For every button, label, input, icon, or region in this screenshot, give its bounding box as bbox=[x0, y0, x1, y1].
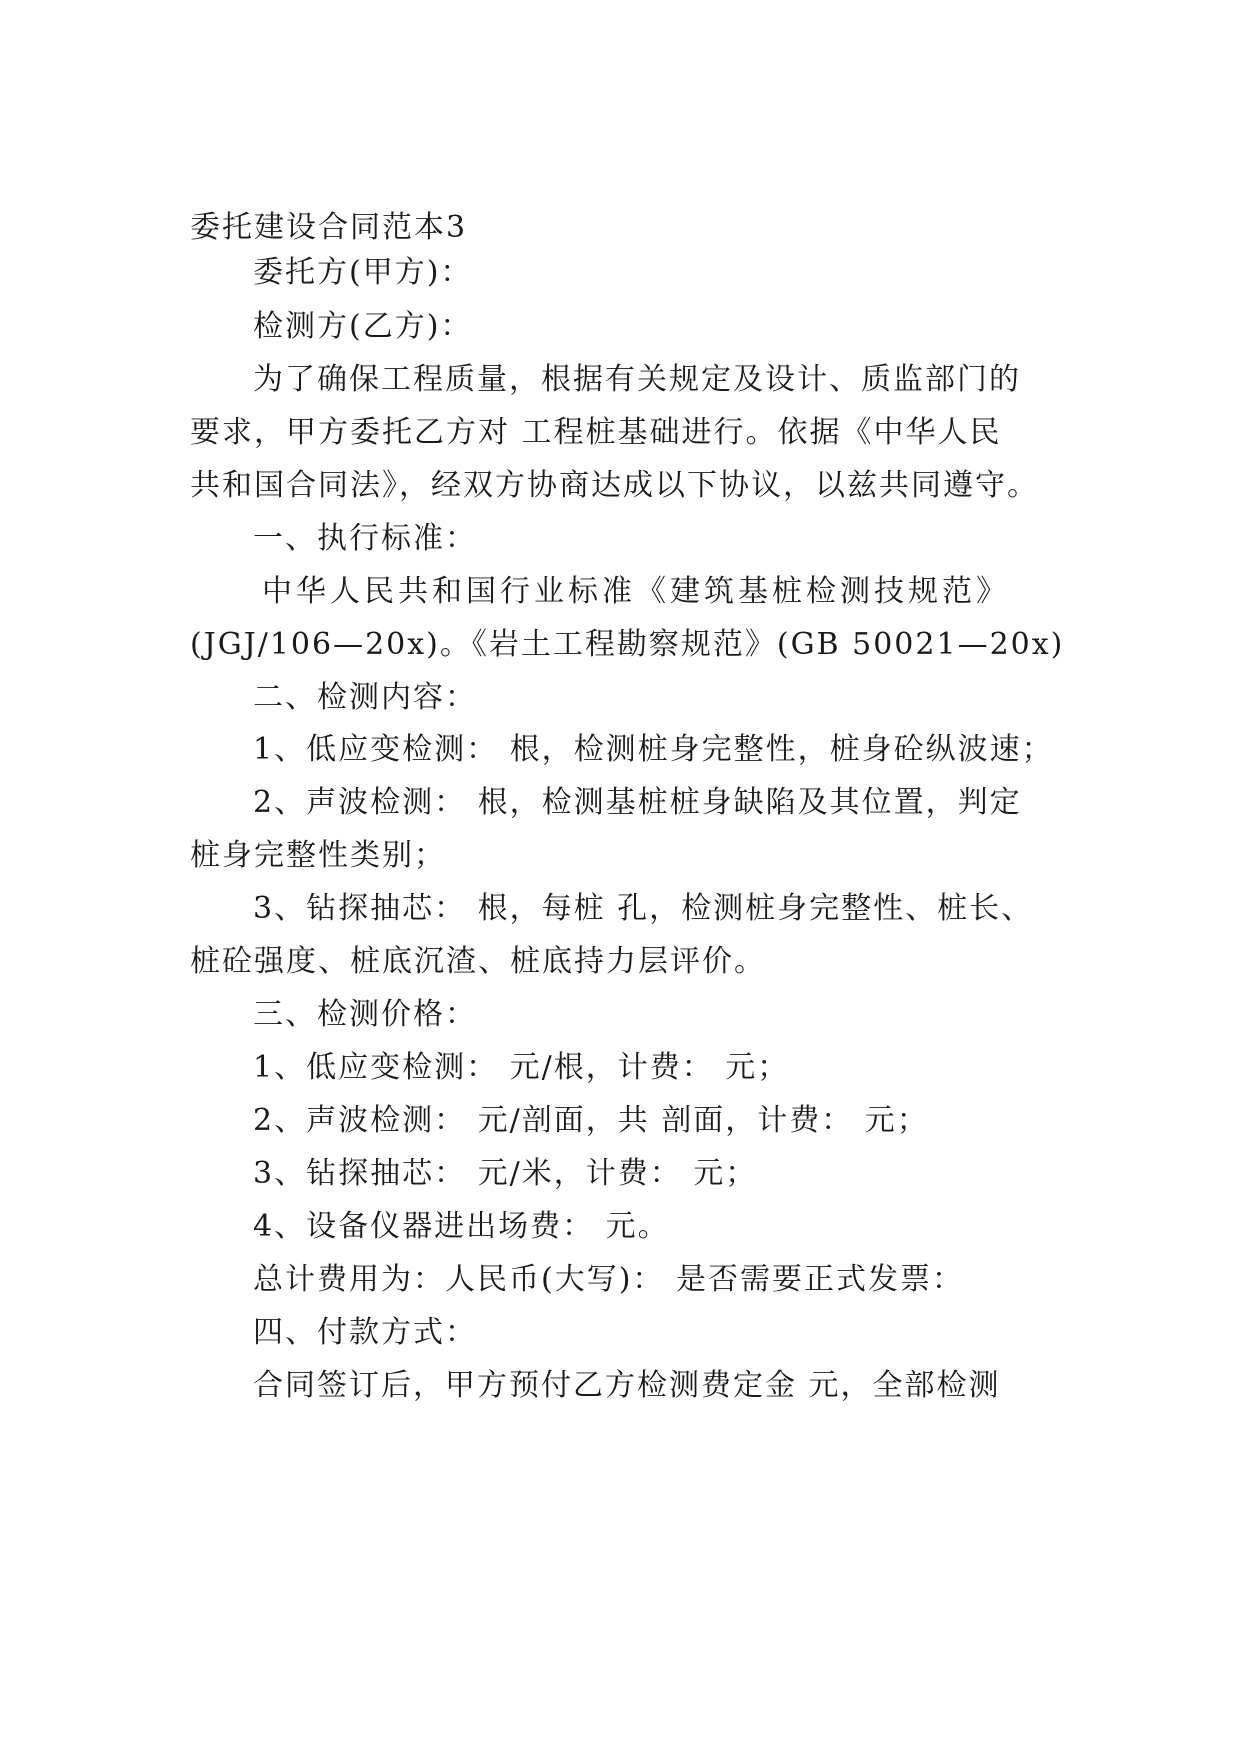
list-item: 3、钻探抽芯： 根，每桩 孔，检测桩身完整性、桩长、 bbox=[253, 891, 1034, 926]
section-heading: 一、执行标准： bbox=[253, 521, 477, 556]
paragraph-line: 为了确保工程质量，根据有关规定及设计、质监部门的 bbox=[253, 362, 1021, 397]
list-item: 2、声波检测： 元/剖面，共 剖面，计费： 元； bbox=[253, 1103, 929, 1138]
section-heading: 四、付款方式： bbox=[253, 1315, 477, 1350]
list-item: 4、设备仪器进出场费： 元。 bbox=[253, 1209, 670, 1244]
total-fee-line: 总计费用为：人民币(大写)： 是否需要正式发票： bbox=[253, 1262, 964, 1297]
paragraph-line: (JGJ/106—20x)。《岩土工程勘察规范》(GB 50021—20x) bbox=[190, 627, 1065, 662]
paragraph-line: 共和国合同法》，经双方协商达成以下协议，以兹共同遵守。 bbox=[190, 468, 1039, 503]
list-item: 2、声波检测： 根，检测基桩桩身缺陷及其位置，判定 bbox=[253, 785, 1022, 820]
list-item: 3、钻探抽芯： 元/米，计费： 元； bbox=[253, 1156, 758, 1191]
testing-party-line: 检测方(乙方)： bbox=[253, 309, 473, 344]
list-item: 1、低应变检测： 元/根，计费： 元； bbox=[253, 1050, 790, 1085]
section-heading: 三、检测价格： bbox=[253, 997, 477, 1032]
paragraph-line: 要求，甲方委托乙方对 工程桩基础进行。依据《中华人民 bbox=[190, 415, 1002, 450]
section-heading: 二、检测内容： bbox=[253, 680, 477, 715]
list-item: 1、低应变检测： 根，检测桩身完整性，桩身砼纵波速； bbox=[253, 732, 1054, 767]
list-item-continuation: 桩身完整性类别； bbox=[190, 838, 446, 873]
client-party-line: 委托方(甲方)： bbox=[253, 255, 473, 290]
list-item-continuation: 桩砼强度、桩底沉渣、桩底持力层评价。 bbox=[190, 944, 766, 979]
document-title: 委托建设合同范本3 bbox=[190, 210, 468, 245]
paragraph-line: 中华人民共和国行业标准《建筑基桩检测技规范》 bbox=[262, 574, 1010, 609]
paragraph-line: 合同签订后，甲方预付乙方检测费定金 元，全部检测 bbox=[253, 1368, 1001, 1403]
